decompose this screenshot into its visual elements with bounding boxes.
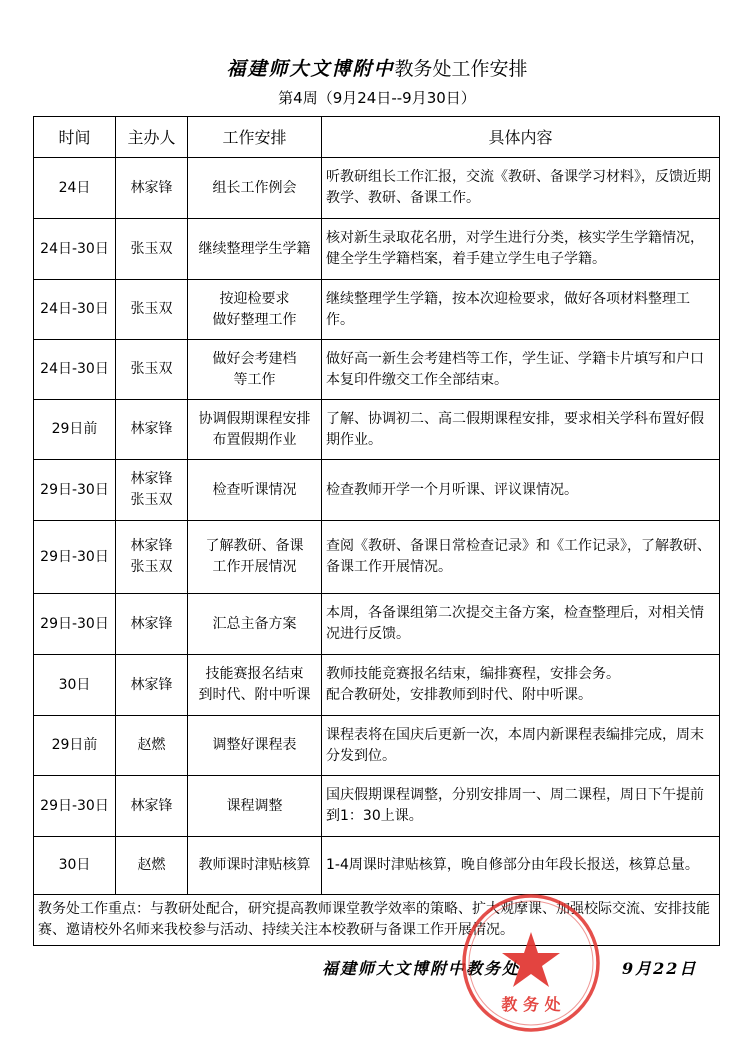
row-task-cell: 检查听课情况 [188,460,322,521]
row-task-cell: 教师课时津贴核算 [188,837,322,895]
row-content-cell: 课程表将在国庆后更新一次，本周内新课程表编排完成，周末分发到位。 [322,716,720,776]
row-task-cell: 按迎检要求 做好整理工作 [188,280,322,340]
row-host-cell: 林家锋 [116,594,188,655]
row-host-cell: 林家锋 [116,776,188,837]
table-row [34,460,720,521]
row-host-cell: 赵燃 [116,837,188,895]
col-header-content: 具体内容 [322,117,720,158]
row-host-cell: 张玉双 [116,219,188,280]
row-task-cell: 继续整理学生学籍 [188,219,322,280]
row-task-cell: 组长工作例会 [188,158,322,219]
row-content-cell: 核对新生录取花名册，对学生进行分类，核实学生学籍情况，健全学生学籍档案，着手建立学生电子学籍。 [322,219,720,280]
row-time-cell: 24日-30日 [34,340,116,400]
schedule-table [33,116,720,946]
table-row [34,280,720,340]
row-host-cell: 林家锋 张玉双 [116,521,188,594]
row-content-cell: 本周，各备课组第二次提交主备方案，检查整理后，对相关情况进行反馈。 [322,594,720,655]
table-row [34,521,720,594]
row-content-cell: 国庆假期课程调整，分别安排周一、周二课程，周日下午提前到1：30上课。 [322,776,720,837]
school-name: 福建师大文博附中 [226,58,395,80]
table-row [34,837,720,895]
table-row [34,400,720,460]
seal-center-text: 教 务 处 [501,995,561,1014]
signature-text: 福建师大文博附中教务处 [322,959,521,978]
document-title [0,56,754,82]
row-task-cell: 协调假期课程安排 布置假期作业 [188,400,322,460]
row-time-cell: 30日 [34,655,116,716]
schedule-body [34,158,720,946]
header-row [34,117,720,158]
row-task-cell: 技能赛报名结束 到时代、附中听课 [188,655,322,716]
row-content-cell: 了解、协调初二、高二假期课程安排，要求相关学科布置好假期作业。 [322,400,720,460]
table-row [34,340,720,400]
table-row [34,219,720,280]
row-content-cell: 继续整理学生学籍，按本次迎检要求，做好各项材料整理工作。 [322,280,720,340]
row-host-cell: 张玉双 [116,280,188,340]
row-host-cell: 张玉双 [116,340,188,400]
row-content-cell: 教师技能竞赛报名结束，编排赛程，安排会务。 配合教研处，安排教师到时代、附中听课。 [322,655,720,716]
row-task-cell: 了解教研、备课 工作开展情况 [188,521,322,594]
row-host-cell: 赵燃 [116,716,188,776]
signature-date: 9月22日 [622,959,698,978]
row-time-cell: 24日-30日 [34,280,116,340]
col-header-host: 主办人 [116,117,188,158]
table-row [34,716,720,776]
col-header-task: 工作安排 [188,117,322,158]
row-time-cell: 24日-30日 [34,219,116,280]
row-host-cell: 林家锋 [116,158,188,219]
summary-text: 教务处工作重点：与教研处配合，研究提高教师课堂教学效率的策略、扩大观摩课、加强校际交流、安排技能赛、邀请校外名师来我校参与活动、持续关注本校教研与备课工作开展情况。 [34,895,720,946]
row-content-cell: 查阅《教研、备课日常检查记录》和《工作记录》，了解教研、备课工作开展情况。 [322,521,720,594]
table-row [34,776,720,837]
row-time-cell: 30日 [34,837,116,895]
row-host-cell: 林家锋 张玉双 [116,460,188,521]
row-time-cell: 29日-30日 [34,521,116,594]
official-seal-stamp [460,892,602,1034]
office-title: 教务处工作安排 [394,58,528,80]
row-time-cell: 29日前 [34,716,116,776]
row-host-cell: 林家锋 [116,655,188,716]
table-row [34,158,720,219]
row-host-cell: 林家锋 [116,400,188,460]
row-time-cell: 24日 [34,158,116,219]
table-row [34,655,720,716]
row-content-cell: 检查教师开学一个月听课、评议课情况。 [322,460,720,521]
row-content-cell: 1-4周课时津贴核算，晚自修部分由年段长报送，核算总量。 [322,837,720,895]
row-time-cell: 29日-30日 [34,594,116,655]
row-time-cell: 29日-30日 [34,776,116,837]
row-time-cell: 29日-30日 [34,460,116,521]
row-time-cell: 29日前 [34,400,116,460]
row-task-cell: 汇总主备方案 [188,594,322,655]
row-task-cell: 调整好课程表 [188,716,322,776]
summary-row [34,895,720,946]
row-task-cell: 做好会考建档 等工作 [188,340,322,400]
row-task-cell: 课程调整 [188,776,322,837]
week-subtitle: 第4周（9月24日--9月30日） [278,89,476,107]
seal-star-icon [502,932,560,987]
row-content-cell: 听教研组长工作汇报，交流《教研、备课学习材料》，反馈近期教学、教研、备课工作。 [322,158,720,219]
row-content-cell: 做好高一新生会考建档等工作，学生证、学籍卡片填写和户口本复印件缴交工作全部结束。 [322,340,720,400]
col-header-time: 时间 [34,117,116,158]
table-row [34,594,720,655]
